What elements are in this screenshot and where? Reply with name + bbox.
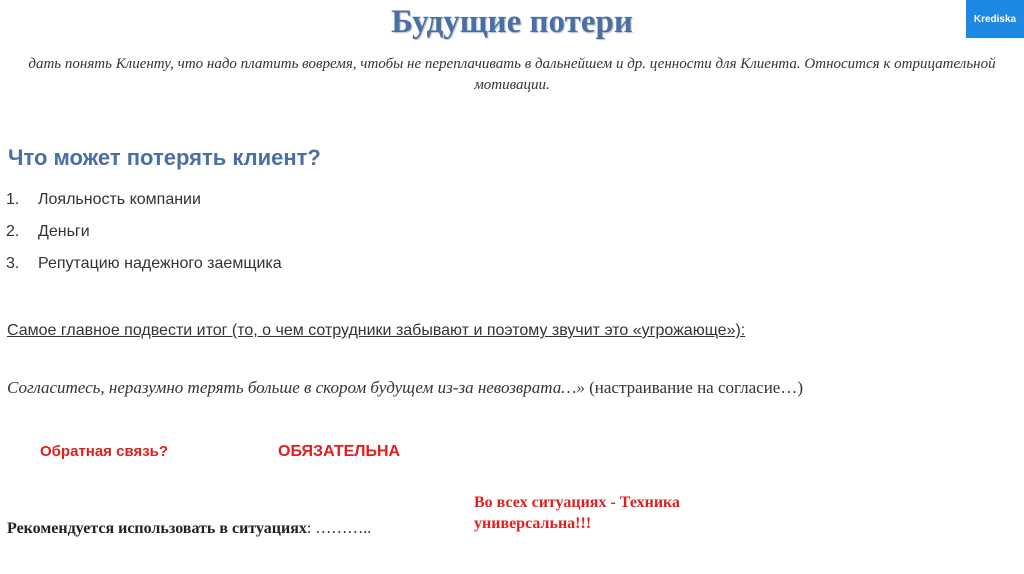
list-item-text: Репутацию надежного заемщика [38,255,282,272]
summary-text: Самое главное подвести итог (то, о чем сотрудники забывают и поэтому звучит это «угрожающе»): [7,322,746,339]
agree-phrase-italic: Согласитесь, неразумно терять больше в скором будущем из-за невозврата…» [7,378,585,397]
list-item [6,219,282,251]
feedback-value: ОБЯЗАТЕЛЬНА [278,443,401,460]
page-title: Будущие потери [391,4,633,40]
subtitle-text: дать понять Клиенту, что надо платить вовремя, чтобы не переплачивать в дальнейшем и др. ценности для Клиента. Относится к отрицательной мотивации. [28,56,996,93]
list-item [6,251,282,283]
losses-question: Что может потерять клиент? [8,145,321,170]
agree-phrase-note: (настраивание на согласие…) [584,378,804,397]
situations-note: Во всех ситуациях - Техника универсальна!!! [474,494,681,532]
feedback-label: Обратная связь? [40,443,169,460]
list-item-text: Лояльность компании [38,191,201,208]
recommend-bold: Рекомендуется использовать в ситуациях [7,520,307,537]
recommend-text [7,520,371,538]
list-item-number: 2. [6,223,20,240]
list-item-text: Деньги [38,223,90,240]
recommend-tail: : ……….. [306,520,372,537]
agree-phrase [7,378,803,398]
list-item-number: 1. [6,191,20,208]
krediska-logo: Krediska [966,0,1024,38]
list-item [6,187,282,219]
losses-list [6,187,282,283]
list-item-number: 3. [6,255,20,272]
